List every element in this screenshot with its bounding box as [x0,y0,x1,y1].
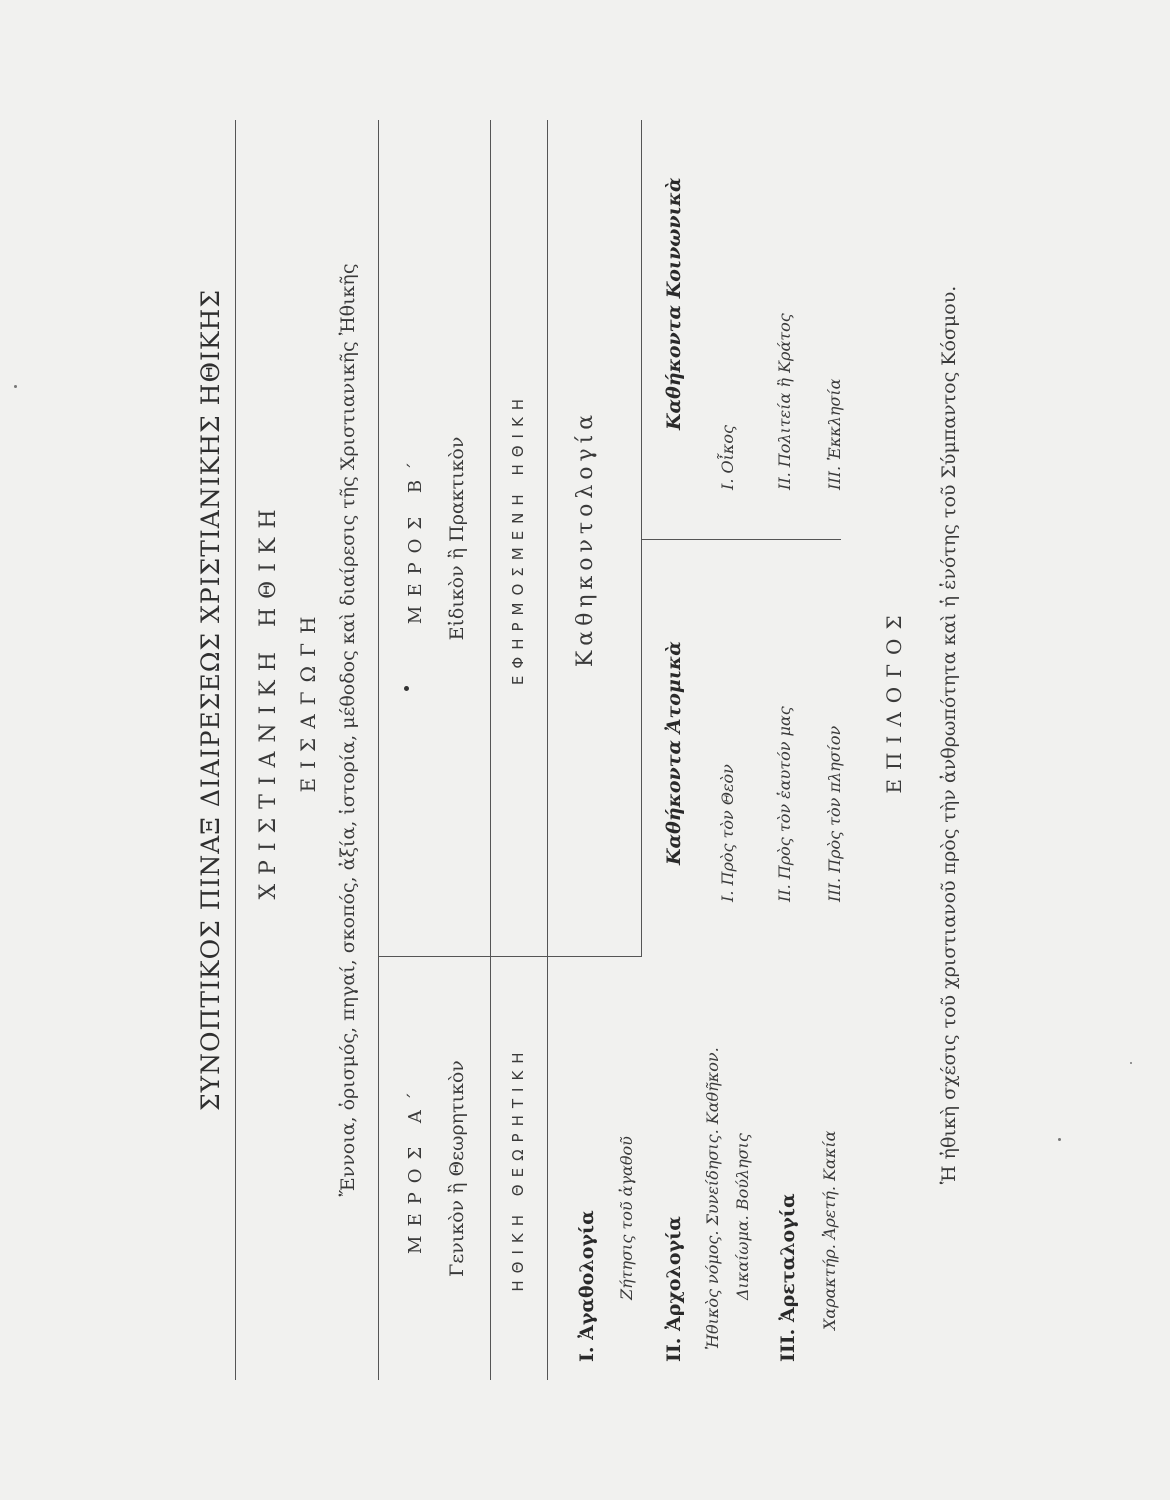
aretalogia-desc: Χαρακτήρ. Ἀρετή. Κακία [820,1130,839,1330]
part-b-subfield: Καθηκοντολογία [573,409,598,668]
introduction-text: Ἔννοια, ὁρισμός, πηγαί, σκοπός, ἀξία, ἱστορία, μέθοδος καὶ διαίρεσις τῆς Χριστιανικῆς Ἠθικῆς [337,263,359,1197]
archologia-title: II. Ἀρχολογία [663,1216,685,1362]
individual-duty-3: III. Πρὸς τὸν πλησίον [825,725,844,902]
part-a-item-3 [777,1193,799,1362]
introduction-heading: ΕΙΣΑΓΩΓΗ [296,607,320,793]
individual-duties-heading: Καθήκοντα Ἀτομικὰ [663,641,685,865]
epilogue-text: Ἡ ἠθικὴ σχέσις τοῦ χριστιανοῦ πρὸς τὴν ἀνθρωπότητα καὶ ἡ ἑνότης τοῦ Σύμπαντος Κόσμου. [938,285,960,1185]
social-duties-heading: Καθήκοντα Κοινωνικὰ [663,177,685,430]
part-a-item-2 [663,1216,685,1362]
duties-divider [641,539,841,540]
social-duty-2: II. Πολιτεία ἢ Κράτος [775,313,794,490]
page-title: ΣΥΝΟΠΤΙΚΟΣ ΠΙΝΑΞ ΔΙΑΙΡΕΣΕΩΣ ΧΡΙΣΤΙΑΝΙΚΗΣ ΗΘΙΚΗΣ [196,289,225,1111]
part-a-name: Γενικὸν ἢ Θεωρητικὸν [446,1060,468,1277]
part-a-heading: ΜΕΡΟΣ Α΄ [405,1083,426,1254]
rule-parts [378,120,379,1380]
subtitle: ΧΡΙΣΤΙΑΝΙΚΗ ΗΘΙΚΗ [256,500,281,900]
part-a-item-1 [576,1210,598,1362]
individual-duty-2: II. Πρὸς τὸν ἑαυτόν μας [775,706,794,902]
part-b-heading: ΜΕΡΟΣ Β΄ [405,452,426,625]
agathologia-title: I. Ἀγαθολογία [576,1210,598,1362]
rule-content [547,120,548,1380]
rule-top [235,120,236,1380]
part-a-field: ΗΘΙΚΗ ΘΕΩΡΗΤΙΚΗ [509,1045,527,1292]
part-b-name: Εἰδικὸν ἢ Πρακτικὸν [446,436,468,641]
agathologia-desc: Ζήτησις τοῦ ἀγαθοῦ [617,1136,636,1300]
archologia-desc: Ἠθικὸς νόμος. Συνείδησις. Καθῆκον. [703,1047,722,1350]
epilogue-heading: ΕΠΙΛΟΓΟΣ [882,606,906,794]
social-duty-1: I. Οἶκος [718,425,737,490]
individual-duty-1: I. Πρὸς τὸν Θεὸν [718,764,737,902]
archologia-desc-2: Δικαίωμα. Βούλησις [733,1133,752,1300]
rule-fields [490,120,491,1380]
aretalogia-title: III. Ἀρεταλογία [777,1193,799,1362]
part-b-field: ΕΦΗΡΜΟΣΜΕΝΗ ΗΘΙΚΗ [509,391,527,686]
social-duty-3: III. Ἐκκλησία [825,378,844,490]
